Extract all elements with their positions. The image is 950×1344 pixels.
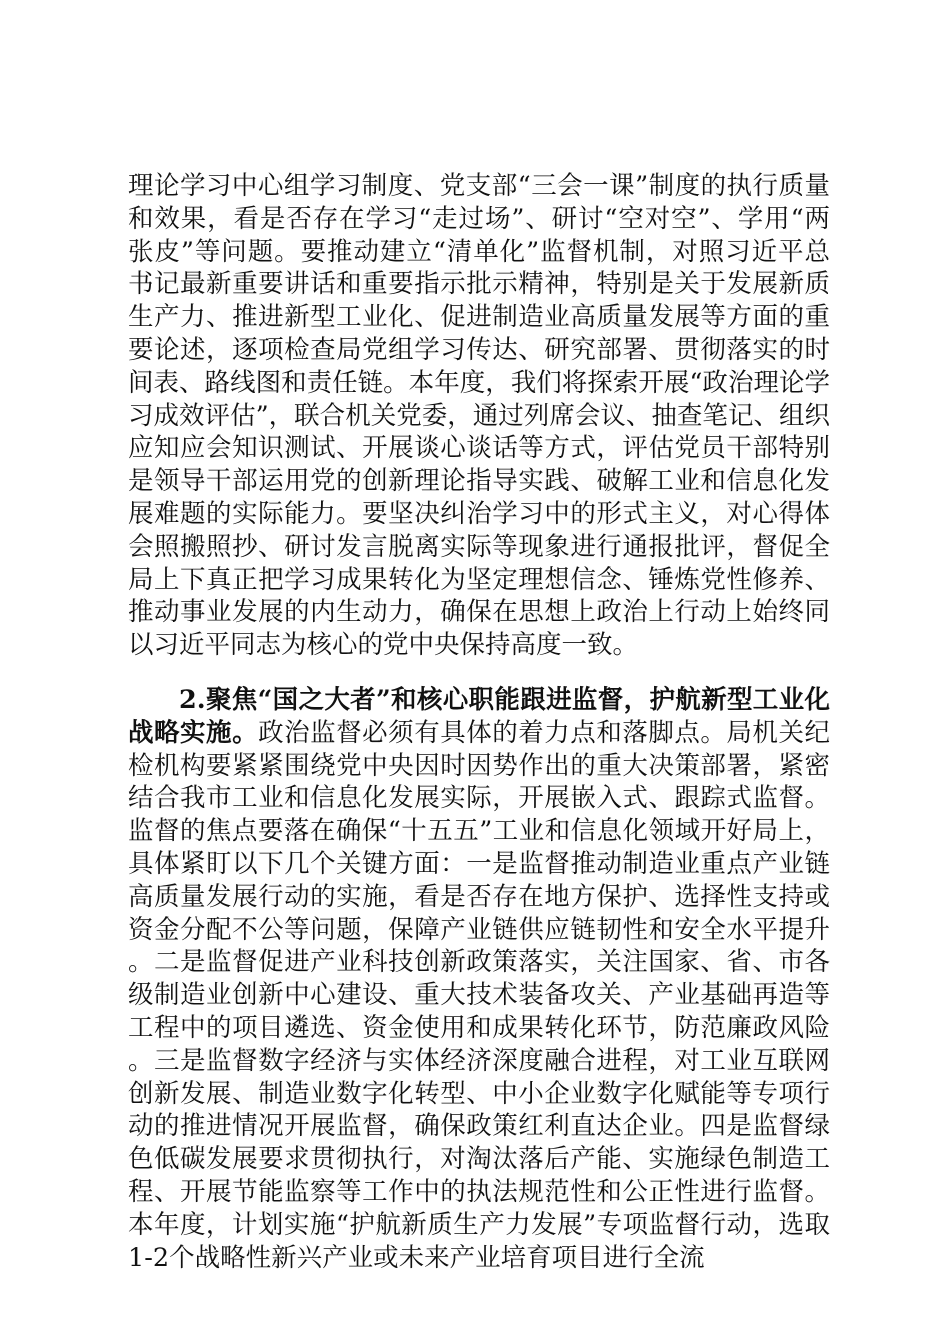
paragraph-supervision bbox=[128, 684, 830, 1274]
section-body: 政治监督必须有具体的着力点和落脚点。局机关纪检机构要紧紧围绕党中央因时因势作出的重大决策部署，紧密结合我市工业和信息化发展实际，开展嵌入式、跟踪式监督。监督的焦点要落在确保“十五五”工业和信息化领域开好局上，具体紧盯以下几个关键方面：一是监督推动制造业重点产业链高质量发展行动的实施，看是否存在地方保护、选择性支持或资金分配不公等问题，保障产业链供应链韧性和安全水平提升。二是监督促进产业科技创新政策落实，关注国家、省、市各级制造业创新中心建设、重大技术装备攻关、产业基础再造等工程中的项目遴选、资金使用和成果转化环节，防范廉政风险。三是监督数字经济与实体经济深度融合进程，对工业互联网创新发展、制造业数字化转型、中小企业数字化赋能等专项行动的推进情况开展监督，确保政策红利直达企业。四是监督绿色低碳发展要求贯彻执行，对淘汰落后产能、实施绿色制造工程、开展节能监察等工作中的执法规范性和公正性进行监督。本年度，计划实施“护航新质生产力发展”专项监督行动，选取1-2个战略性新兴产业或未来产业培育项目进行全流 bbox=[128, 717, 830, 1273]
paragraph-political-study: 理论学习中心组学习制度、党支部“三会一课”制度的执行质量和效果，看是否存在学习“走过场”、研讨“空对空”、学用“两张皮”等问题。要推动建立“清单化”监督机制，对照习近平总书记最新重要讲话和重要指示批示精神，特别是关于发展新质生产力、推进新型工业化、促进制造业高质量发展等方面的重要论述，逐项检查局党组学习传达、研究部署、贯彻落实的时间表、路线图和责任链。本年度，我们将探索开展“政治理论学习成效评估”，联合机关党委，通过列席会议、抽查笔记、组织应知应会知识测试、开展谈心谈话等方式，评估党员干部特别是领导干部运用党的创新理论指导实践、破解工业和信息化发展难题的实际能力。要坚决纠治学习中的形式主义，对心得体会照搬照抄、研讨发言脱离实际等现象进行通报批评，督促全局上下真正把学习成果转化为坚定理想信念、锤炼党性修养、推动事业发展的内生动力，确保在思想上政治上行动上始终同以习近平同志为核心的党中央保持高度一致。 bbox=[128, 171, 830, 661]
section-heading: 2.聚焦“国之大者”和核心职能跟进监督，护航新型工业化战略实施。 bbox=[128, 684, 830, 748]
document-page bbox=[128, 170, 830, 1274]
